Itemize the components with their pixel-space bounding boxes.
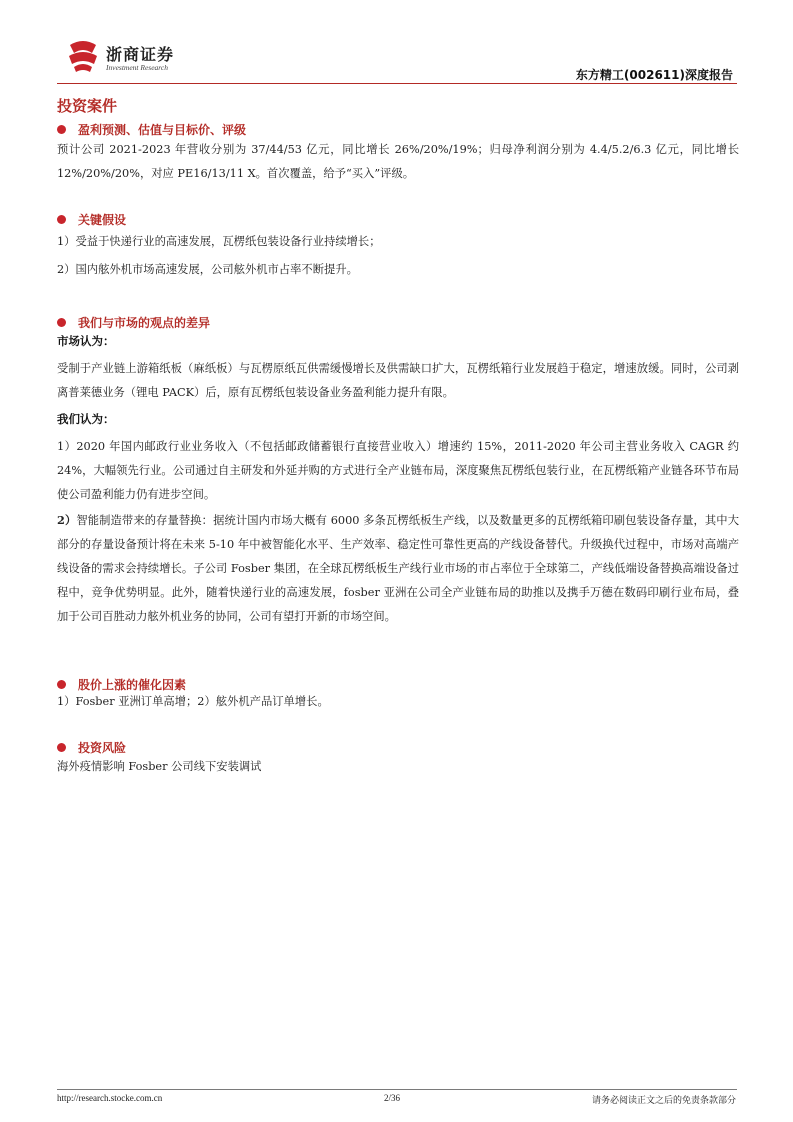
market-view-paragraph: 受制于产业链上游箱纸板（麻纸板）与瓦楞原纸瓦供需缓慢增长及供需缺口扩大，瓦楞纸箱行业发展趋于稳定，增速放缓。同时，公司剥离普莱德业务（锂电 PACK）后，原有瓦楞纸包装设备业务盈利能力提升有限。 (57, 362, 739, 399)
assumptions-heading (57, 211, 126, 228)
catalysts-heading-text: 股价上涨的催化因素 (78, 678, 187, 692)
our-view-label: 我们认为： (57, 412, 115, 426)
footer-url-link[interactable]: http://research.stocke.com.cn (57, 1093, 163, 1103)
forecast-heading-text: 盈利预测、估值与目标价、评级 (78, 123, 247, 137)
bullet-icon (57, 743, 66, 752)
disclaimer-note: 请务必阅读正文之后的免责条款部分 (591, 1096, 736, 1106)
assumption-item-2: 2）国内舷外机市场高速发展，公司舷外机市占率不断提升。 (57, 263, 358, 276)
differences-heading (57, 314, 210, 331)
market-view-label: 市场认为： (57, 334, 115, 348)
assumption-item-1: 1）受益于快递行业的高速发展，瓦楞纸包装设备行业持续增长； (57, 235, 381, 248)
page-number: 2/36 (384, 1093, 401, 1103)
point-2-number: 2） (57, 513, 77, 527)
logo-name-cn: 浙商证券 (106, 45, 175, 64)
header-divider (57, 83, 737, 84)
bullet-icon (57, 125, 66, 134)
forecast-heading (57, 121, 246, 138)
report-title: 东方精工(002611)深度报告 (575, 68, 733, 82)
differences-heading-text: 我们与市场的观点的差异 (78, 316, 211, 330)
risks-paragraph: 海外疫情影响 Fosber 公司线下安装调试 (57, 760, 262, 773)
our-view-point-2 (57, 508, 739, 629)
risks-heading-text: 投资风险 (78, 741, 127, 755)
catalysts-paragraph: 1）Fosber 亚洲订单高增；2）舷外机产品订单增长。 (57, 695, 329, 708)
bullet-icon (57, 215, 66, 224)
bullet-icon (57, 318, 66, 327)
company-logo-icon (66, 37, 100, 73)
assumptions-heading-text: 关键假设 (78, 213, 127, 227)
logo-name-en: Investment Research (106, 63, 168, 72)
footer-divider (57, 1089, 737, 1090)
section-title: 投资案件 (57, 97, 118, 115)
point-2-text: 智能制造带来的存量替换：据统计国内市场大概有 6000 多条瓦楞纸板生产线，以及数量更多的瓦楞纸箱印刷包装设备存量，其中大部分的存量设备预计将在未来 5-10 年中被智能化水平、生产效率、稳定性可靠性更高的产线设备替代。升级换代过程中，市场对高端产线设备的需求会持续增长。子公司 Fosber 集团，在全球瓦楞纸板生产线行业市场的市占率位于全球第二，产线低端设备替换高端设备过程中，竞争优势明显。此外，随着快递行业的高速发展，fosber 亚洲在公司全产业链布局的助推以及携手万德在数码印刷行业布局，叠加于公司百胜动力舷外机业务的协同，公司有望打开新的市场空间。 (57, 514, 739, 623)
our-view-point-1: 1）2020 年国内邮政行业业务收入（不包括邮政储蓄银行直接营业收入）增速约 15%，2011-2020 年公司主营业务收入 CAGR 约 24%，大幅领先行业。公司通过自主研发和外延并购的方式进行全产业链布局，深度聚焦瓦楞纸包装行业，在瓦楞纸箱产业链各环节布局使公司盈利能力仍有进步空间。 (57, 440, 739, 501)
forecast-paragraph: 预计公司 2021-2023 年营收分别为 37/44/53 亿元，同比增长 26%/20%/19%；归母净利润分别为 4.4/5.2/6.3 亿元，同比增长 12%/20%/20%，对应 PE16/13/11 X。首次覆盖，给予“买入”评级。 (57, 143, 739, 180)
risks-heading (57, 739, 126, 756)
bullet-icon (57, 680, 66, 689)
